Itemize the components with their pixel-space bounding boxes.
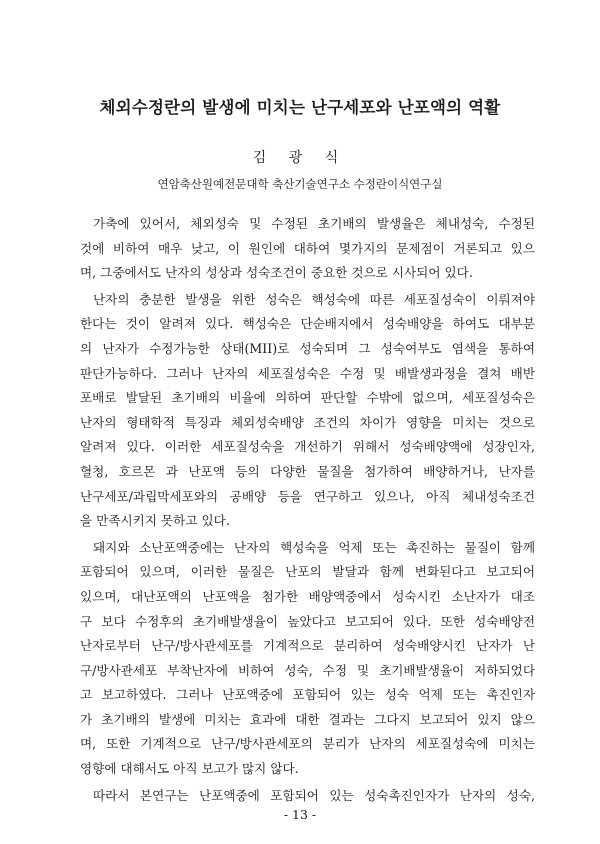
text-line: 포배로 발달된 초기배의 비율에 의하여 판단할 수밖에 없으며, 세포질성숙은 (80, 390, 535, 406)
paragraph-4 (80, 784, 535, 809)
text-line: 구/방사관세포 부착난자에 비하여 성숙, 수정 및 초기배발생율이 저하되었다 (80, 662, 535, 678)
paper-title: 체외수정란의 발생에 미치는 난구세포와 난포액의 역활 (99, 98, 501, 117)
text-line: 난자로부터 난구/방사관세포를 기계적으로 분리하여 성숙배양시킨 난자가 난 (80, 638, 535, 654)
text-line: 구 보다 수정후의 초기배발생율이 높았다고 보고되어 있다. 또한 성숙배양전 (80, 613, 535, 629)
paragraph-2 (80, 288, 535, 534)
text-line: 영향에 대해서도 아직 보고가 많지 않다. (80, 761, 299, 777)
text-line: 난자의 충분한 발생을 위한 성숙은 핵성숙에 따른 세포질성숙이 이뤄져야 (93, 291, 535, 307)
text-line: 돼지와 소난포액중에는 난자의 핵성숙을 억제 또는 촉진하는 물질이 함께 (93, 539, 535, 555)
paragraph-3 (80, 536, 535, 782)
text-line: 있으며, 대난포액의 난포액을 첨가한 배양액중에서 성숙시킨 소난자가 대조 (80, 588, 535, 604)
author-affiliation: 연암축산원예전문대학 축산기술연구소 수정란이식연구실 (157, 177, 443, 191)
body-text (80, 212, 535, 808)
author-name: 김 광 식 (252, 150, 348, 166)
text-line: 포함되어 있으며, 이러한 물질은 난포의 발달과 함께 변화된다고 보고되어 (80, 564, 535, 580)
text-line: 고 보고하였다. 그러나 난포액중에 포함되어 있는 성숙 억제 또는 촉진인자 (80, 687, 535, 703)
paragraph-1 (80, 212, 535, 286)
text-line: 며, 또한 기계적으로 난구/방사관세포의 분리가 난자의 세포질성숙에 미치는 (80, 736, 535, 752)
text-line: 따라서 본연구는 난포액중에 포함되어 있는 성숙촉진인자가 난자의 성숙, (93, 787, 535, 803)
text-line: 한다는 것이 알려져 있다. 핵성숙은 단순배지에서 성숙배양을 하여도 대부분 (80, 316, 535, 332)
text-line: 것에 비하여 매우 낮고, 이 원인에 대하여 몇가지의 문제점이 거론되고 있으 (80, 240, 535, 256)
text-line: 가축에 있어서, 체외성숙 및 수정된 초기배의 발생율은 체내성숙, 수정된 (93, 216, 535, 231)
text-line: 을 만족시키지 못하고 있다. (80, 513, 230, 529)
text-line: 의 난자가 수정가능한 상태(MII)로 성숙되며 그 성숙여부도 염색을 통하여 (80, 340, 535, 356)
text-line: 가 초기배의 발생에 미치는 효과에 대한 결과는 그다지 보고되어 있지 않으 (80, 711, 535, 727)
text-line: 알려져 있다. 이러한 세포질성숙을 개선하기 위해서 성숙배양액에 성장인자, (80, 439, 535, 455)
text-line: 판단가능하다. 그러나 난자의 세포질성숙은 수정 및 배발생과정을 결쳐 배반 (80, 365, 535, 381)
page-number: - 13 - (283, 807, 317, 822)
text-line: 며, 그중에서도 난자의 성상과 성숙조건이 중요한 것으로 시사되어 있다. (80, 265, 473, 281)
text-line: 혈청, 호르몬 과 난포액 등의 다양한 물질을 첨가하여 배양하거나, 난자를 (80, 463, 535, 479)
text-line: 난구세포/과립막세포와의 공배양 등을 연구하고 있으나, 아직 체내성숙조건 (80, 488, 535, 504)
text-line: 난자의 형태학적 특징과 체외성숙배양 조건의 차이가 영향을 미치는 것으로 (80, 414, 535, 430)
